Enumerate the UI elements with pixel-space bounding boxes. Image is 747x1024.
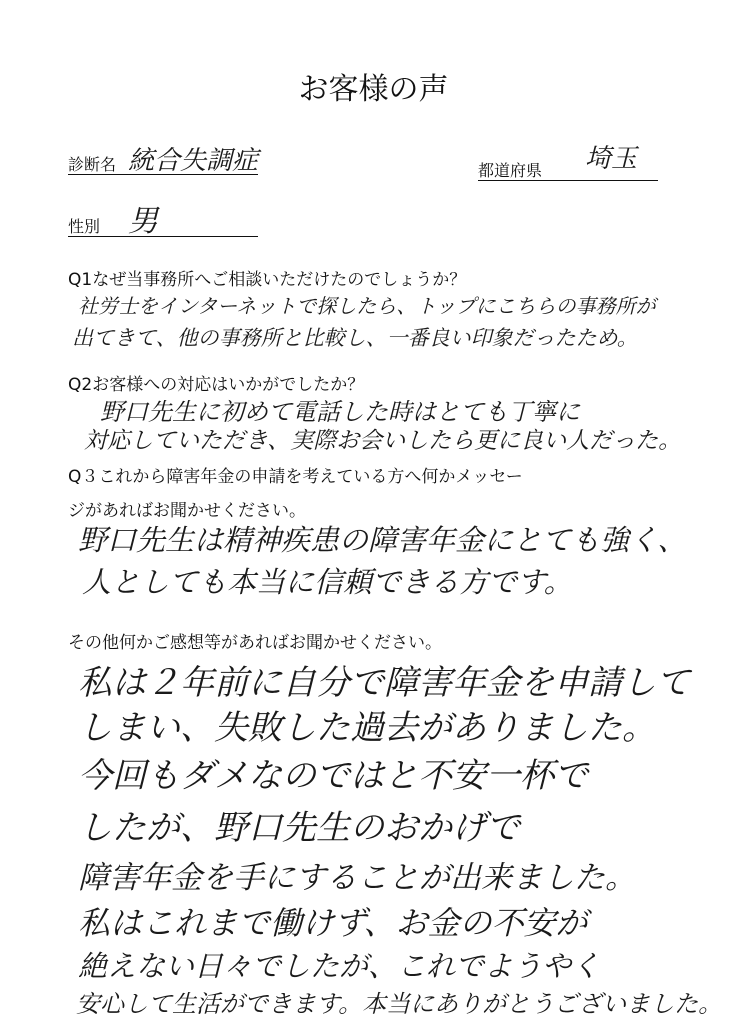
q2-answer-line-2: 対応していただき、実際お会いしたら更に良い人だった。 <box>84 428 682 454</box>
q1-answer-line-2: 出てきて、他の事務所と比較し、一番良い印象だったため。 <box>72 326 638 350</box>
other-answer-line-3: 今回もダメなのではと不安一杯で <box>78 756 588 796</box>
prefecture-value: 埼玉 <box>585 144 638 174</box>
other-answer-line-7: 絶えない日々でしたが、これでようやく <box>78 949 601 983</box>
q2-answer-line-1: 野口先生に初めて電話した時はとても丁寧に <box>100 398 580 426</box>
diagnosis-value: 統合失調症 <box>128 146 259 176</box>
gender-underline <box>68 236 258 237</box>
other-answer-line-4: したが、野口先生のおかげで <box>78 808 520 848</box>
prefecture-label: 都道府県 <box>478 161 543 180</box>
other-question: その他何かご感想等があればお聞かせください。 <box>68 633 442 653</box>
page-title: お客様の声 <box>298 72 449 107</box>
q3-answer-line-1: 野口先生は精神疾患の障害年金にとても強く、 <box>78 523 687 557</box>
q2-question: Q2お客様への対応はいかがでしたか？ <box>68 375 365 395</box>
other-answer-line-6: 私はこれまで働けず、お金の不安が <box>78 904 588 942</box>
other-answer-line-5: 障害年金を手にすることが出来ました。 <box>78 860 636 896</box>
q3-question-line-2: ジがあればお聞かせください。 <box>68 501 306 521</box>
gender-label: 性別 <box>68 217 101 236</box>
other-answer-line-8: 安心して生活ができます。本当にありがとうございました。 <box>76 990 723 1018</box>
q3-question-line-1: Q３これから障害年金の申請を考えている方へ何かメッセー <box>68 467 523 487</box>
diagnosis-label: 診断名 <box>68 155 117 174</box>
q1-answer-line-1: 社労士をインターネットで探したら、トップにこちらの事務所が <box>78 294 656 318</box>
gender-value: 男 <box>128 204 158 239</box>
q3-answer-line-2: 人としても本当に信頼できる方です。 <box>82 565 573 599</box>
other-answer-line-1: 私は２年前に自分で障害年金を申請して <box>78 663 690 703</box>
diagnosis-underline <box>68 174 258 175</box>
other-answer-line-2: しまい、失敗した過去がありました。 <box>78 708 656 748</box>
prefecture-underline <box>478 180 658 181</box>
q1-question: Q1なぜ当事務所へご相談いただけたのでしょうか？ <box>68 270 467 290</box>
